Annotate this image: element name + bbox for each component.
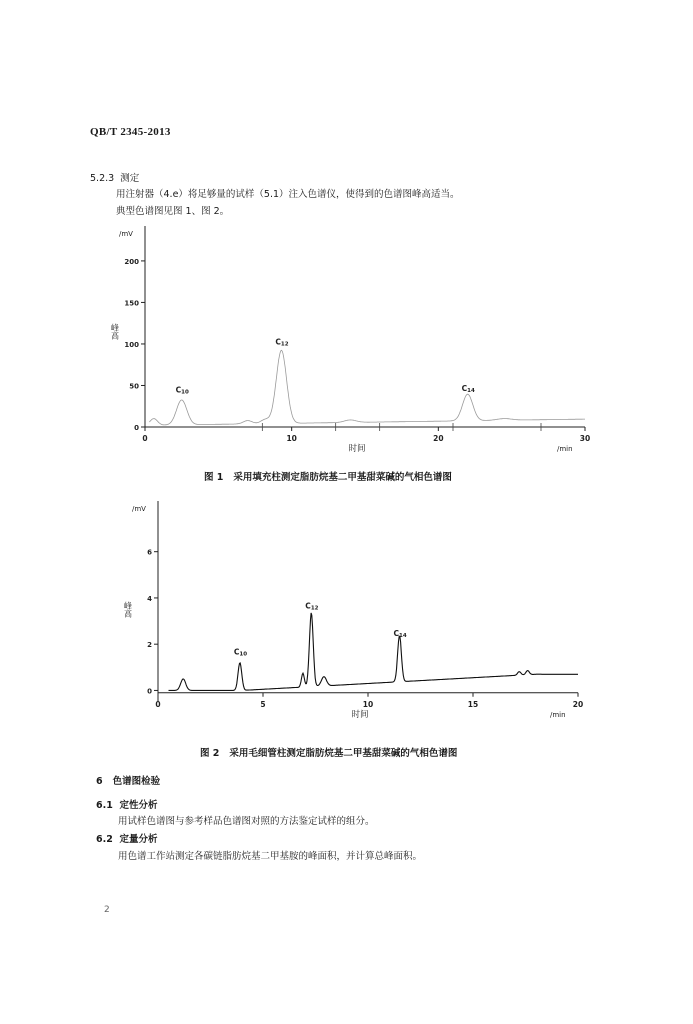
x-tick-label: 0 — [142, 434, 148, 443]
y-unit-label: /mV — [132, 505, 146, 513]
signal-trace — [169, 613, 579, 691]
figure2-caption-text: 采用毛细管柱测定脂肪烷基二甲基甜菜碱的气相色谱图 — [229, 748, 458, 759]
x-unit-label: /min — [550, 710, 566, 719]
y-tick-label: 2 — [147, 641, 152, 650]
peak-label-c14: C14 — [393, 629, 407, 640]
x-tick-label: 10 — [286, 434, 297, 443]
section-61-text: 用试样色谱图与参考样品色谱图对照的方法鉴定试样的组分。 — [118, 816, 375, 827]
section-62-heading — [96, 831, 157, 845]
section-62-number: 6.2 — [96, 834, 113, 845]
peak-label-c12: C12 — [275, 337, 289, 348]
section-523-heading — [90, 170, 139, 184]
y-tick-label: 6 — [147, 548, 152, 557]
y-tick-label: 0 — [134, 424, 139, 432]
x-axis-label: 时间 — [351, 709, 369, 720]
section-6-number: 6 — [96, 776, 103, 787]
page-number: 2 — [104, 905, 110, 915]
section-6-heading — [96, 773, 160, 787]
x-tick-label: 5 — [260, 699, 266, 709]
y-tick-label: 0 — [147, 687, 152, 696]
figure1-chart — [100, 222, 600, 454]
x-tick-label: 10 — [362, 699, 374, 709]
x-tick-label: 20 — [433, 434, 444, 443]
figure1-caption-text: 采用填充柱测定脂肪烷基二甲基甜菜碱的气相色谱图 — [233, 472, 452, 483]
section-6-title: 色谱图检验 — [112, 776, 161, 787]
y-tick-label: 200 — [124, 257, 139, 266]
figure2-chart — [100, 497, 600, 729]
y-axis-label: 峰高 — [110, 323, 120, 340]
y-tick-label: 50 — [129, 382, 139, 391]
section-523-title: 测定 — [120, 173, 140, 184]
x-tick-label: 15 — [467, 699, 479, 709]
x-unit-label: /min — [557, 445, 573, 453]
y-unit-label: /mV — [119, 230, 133, 238]
figure2-caption — [200, 745, 457, 759]
y-tick-label: 4 — [147, 594, 152, 603]
x-axis-label: 时间 — [348, 444, 366, 454]
figure2-caption-num: 图 2 — [200, 748, 220, 759]
section-523-number: 5.2.3 — [90, 173, 115, 184]
section-523-line2: 典型色谱图见图 1、图 2。 — [116, 206, 230, 217]
x-tick-label: 30 — [579, 434, 591, 443]
section-61-title: 定性分析 — [119, 800, 158, 811]
section-523-line1: 用注射器（4.e）将足够量的试样（5.1）注入色谱仪，使得到的色谱图峰高适当。 — [116, 189, 460, 200]
x-tick-label: 0 — [155, 699, 161, 709]
peak-label-c10: C10 — [175, 385, 189, 396]
y-tick-label: 100 — [124, 340, 139, 349]
standard-code: QB/T 2345-2013 — [90, 126, 171, 138]
peak-label-c14: C14 — [461, 383, 475, 394]
figure1-caption-num: 图 1 — [204, 472, 224, 483]
x-tick-label: 20 — [572, 699, 584, 709]
section-62-text: 用色谱工作站测定各碳链脂肪烷基二甲基胺的峰面积，并计算总峰面积。 — [118, 851, 423, 862]
section-61-number: 6.1 — [96, 800, 113, 811]
y-axis-label: 峰高 — [123, 601, 133, 618]
section-62-title: 定量分析 — [119, 834, 158, 845]
peak-label-c12: C12 — [305, 601, 319, 612]
peak-label-c10: C10 — [233, 647, 248, 658]
figure1-caption — [204, 469, 452, 483]
section-61-heading — [96, 797, 157, 811]
y-tick-label: 150 — [124, 299, 139, 308]
signal-trace — [149, 350, 585, 425]
